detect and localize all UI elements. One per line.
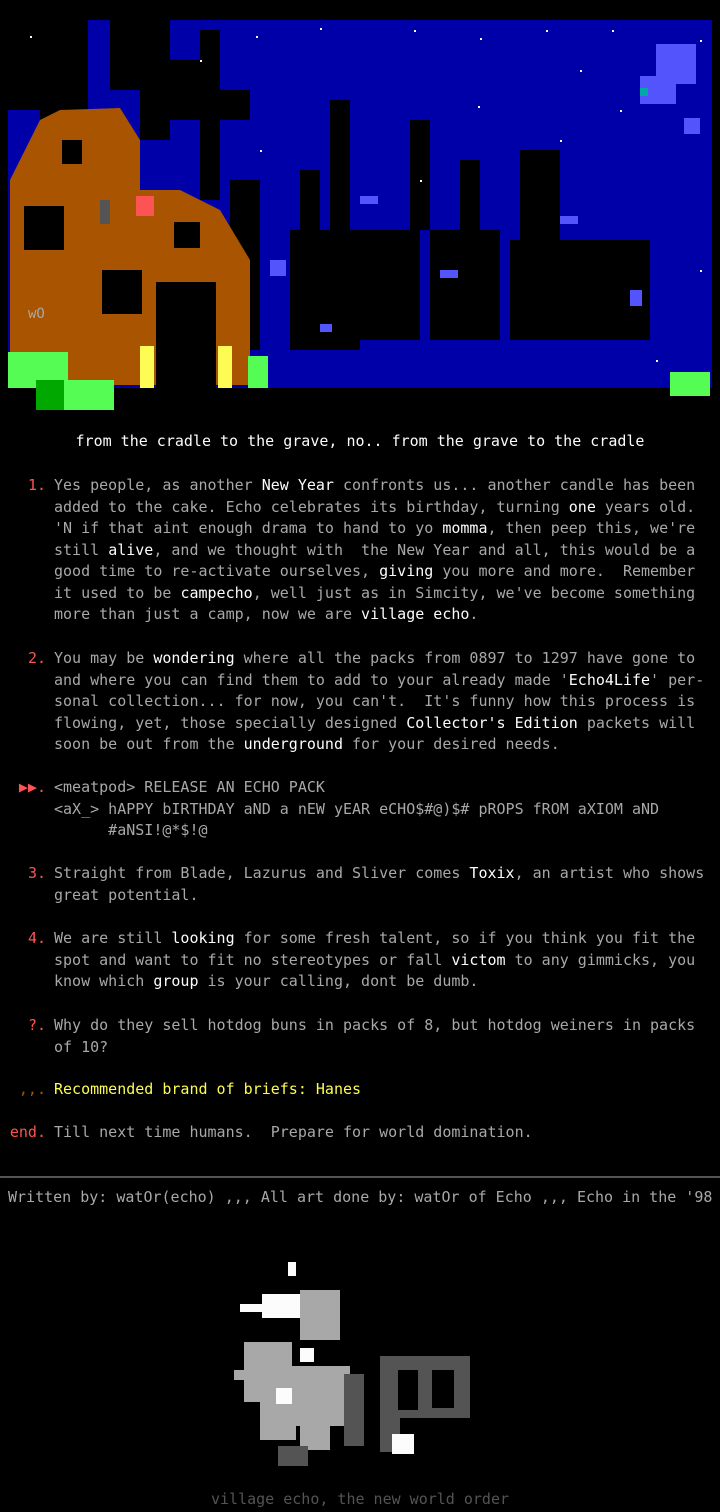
text-segment: , and we thought with the New Year and all, this would be a [153, 540, 696, 559]
item-text-line [54, 583, 714, 605]
text-segment: flowing, yet, those specially designed [54, 713, 407, 732]
item-text-line [54, 1015, 714, 1037]
text-segment: it used to be [54, 583, 181, 602]
text-segment: where all the packs from 0897 to 1297 have gone to [234, 649, 696, 667]
highlighted-text: campecho [180, 583, 253, 602]
item-marker: ,,. [18, 1080, 46, 1098]
text-segment: <aX_> hAPPY bIRTHDAY aND a nEW yEAR eCHO$#@)$# pROPS fROM aXIOM aND [54, 799, 660, 818]
text-segment: still [54, 540, 109, 559]
item-text-line [54, 648, 714, 670]
highlighted-text: New Year [261, 476, 334, 494]
item-text-line [54, 691, 714, 713]
village-echo-header-art [0, 0, 720, 420]
tagline: from the cradle to the grave, no.. from the grave to the cradle [75, 432, 645, 450]
text-segment: know which [54, 972, 154, 990]
item-text-line [54, 950, 714, 972]
text-segment: ' per- [650, 670, 705, 689]
divider [0, 1176, 720, 1178]
item-text-line [54, 1037, 714, 1059]
text-segment: you more and more. Remember [433, 562, 696, 580]
text-segment: . [469, 605, 479, 623]
text-segment: for your desired needs. [343, 735, 560, 753]
highlighted-text: Collector's Edition [406, 713, 578, 732]
text-segment: We are still [54, 929, 172, 947]
text-segment: packets will [577, 713, 696, 732]
item-text-line [54, 777, 714, 799]
text-segment: Straight from Blade, Lazurus and Sliver comes [54, 864, 470, 882]
item-marker: ?. [27, 1016, 46, 1034]
text-segment: years old. [595, 497, 696, 516]
text-segment: and where you can find them to add to your already made ' [54, 670, 569, 689]
highlighted-text: wondering [153, 649, 235, 667]
item-marker: 4. [27, 929, 46, 947]
item-text-line [54, 799, 714, 821]
text-segment: great potential. [54, 885, 199, 904]
text-segment: to any gimmicks, you [505, 950, 696, 969]
text-segment: added to the cake. Echo celebrates its birthday, turning [54, 497, 569, 516]
text-segment: , well just as in Simcity, we've become something [252, 583, 696, 602]
text-segment: You may be [54, 649, 154, 667]
item-marker: 3. [27, 864, 46, 882]
highlighted-text: Toxix [469, 864, 515, 882]
item-text-line [54, 540, 714, 562]
text-segment: of 10? [54, 1037, 109, 1056]
text-segment: is your calling, dont be dumb. [198, 972, 479, 990]
echo-footer-logo [0, 1250, 720, 1490]
text-segment: 'N if that aint enough drama to hand to yo [54, 519, 443, 537]
item-text-line [54, 713, 714, 735]
item-text-line [54, 561, 714, 583]
text-segment: , then peep this, we're [487, 519, 696, 537]
highlighted-text: Recommended brand of briefs: Hanes [54, 1080, 362, 1098]
text-segment: spot and want to fit no stereotypes or fall [54, 950, 452, 969]
text-segment: <meatpod> RELEASE AN ECHO PACK [54, 778, 325, 796]
item-marker: 1. [27, 476, 46, 494]
text-segment: Why do they sell hotdog buns in packs of 8, but hotdog weiners in packs [54, 1016, 696, 1034]
text-segment: sonal collection... for now, you can't. It's funny how this process is [54, 692, 696, 710]
highlighted-text: Echo4Life [568, 670, 651, 689]
highlighted-text: victom [451, 950, 506, 969]
highlighted-text: one [568, 497, 596, 516]
text-segment: , an artist who shows [514, 864, 705, 882]
text-segment: Yes people, as another [54, 476, 262, 494]
item-text-line [54, 475, 714, 497]
highlighted-text: group [153, 972, 199, 990]
highlighted-text: underground [243, 735, 343, 753]
text-segment: #aNSI!@*$!@ [54, 821, 208, 839]
text-segment: for some fresh talent, so if you think you fit the [234, 929, 696, 947]
footer-caption: village echo, the new world order [210, 1490, 509, 1508]
art-signature: wO [28, 306, 45, 322]
highlighted-text: momma [442, 519, 488, 537]
item-marker: 2. [27, 649, 46, 667]
highlighted-text: village echo [361, 605, 470, 623]
text-segment: good time to re-activate ourselves, [54, 562, 380, 580]
item-text-line [54, 971, 714, 993]
item-text-line [54, 604, 714, 626]
text-segment: Till next time humans. Prepare for world domination. [54, 1123, 533, 1141]
text-segment: confronts us... another candle has been [333, 476, 696, 494]
item-text-line [54, 863, 714, 885]
text-segment: soon be out from the [54, 735, 244, 753]
credits-line: Written by: watOr(echo) ,,, All art done by: watOr of Echo ,,, Echo in the '98 [8, 1188, 713, 1206]
highlighted-text: alive [108, 540, 154, 559]
highlighted-text: looking [171, 929, 235, 947]
item-marker: end. [9, 1123, 46, 1141]
text-segment: more than just a camp, now we are [54, 605, 362, 623]
item-text-line [54, 518, 714, 540]
item-text-line [54, 1079, 714, 1101]
item-text-line [54, 820, 714, 842]
highlighted-text: giving [379, 562, 434, 580]
item-marker: ▶▶. [18, 778, 46, 796]
item-text-line [54, 928, 714, 950]
item-text-line [54, 670, 714, 692]
item-text-line [54, 497, 714, 519]
item-text-line [54, 885, 714, 907]
item-text-line [54, 1122, 714, 1144]
item-text-line [54, 734, 714, 756]
